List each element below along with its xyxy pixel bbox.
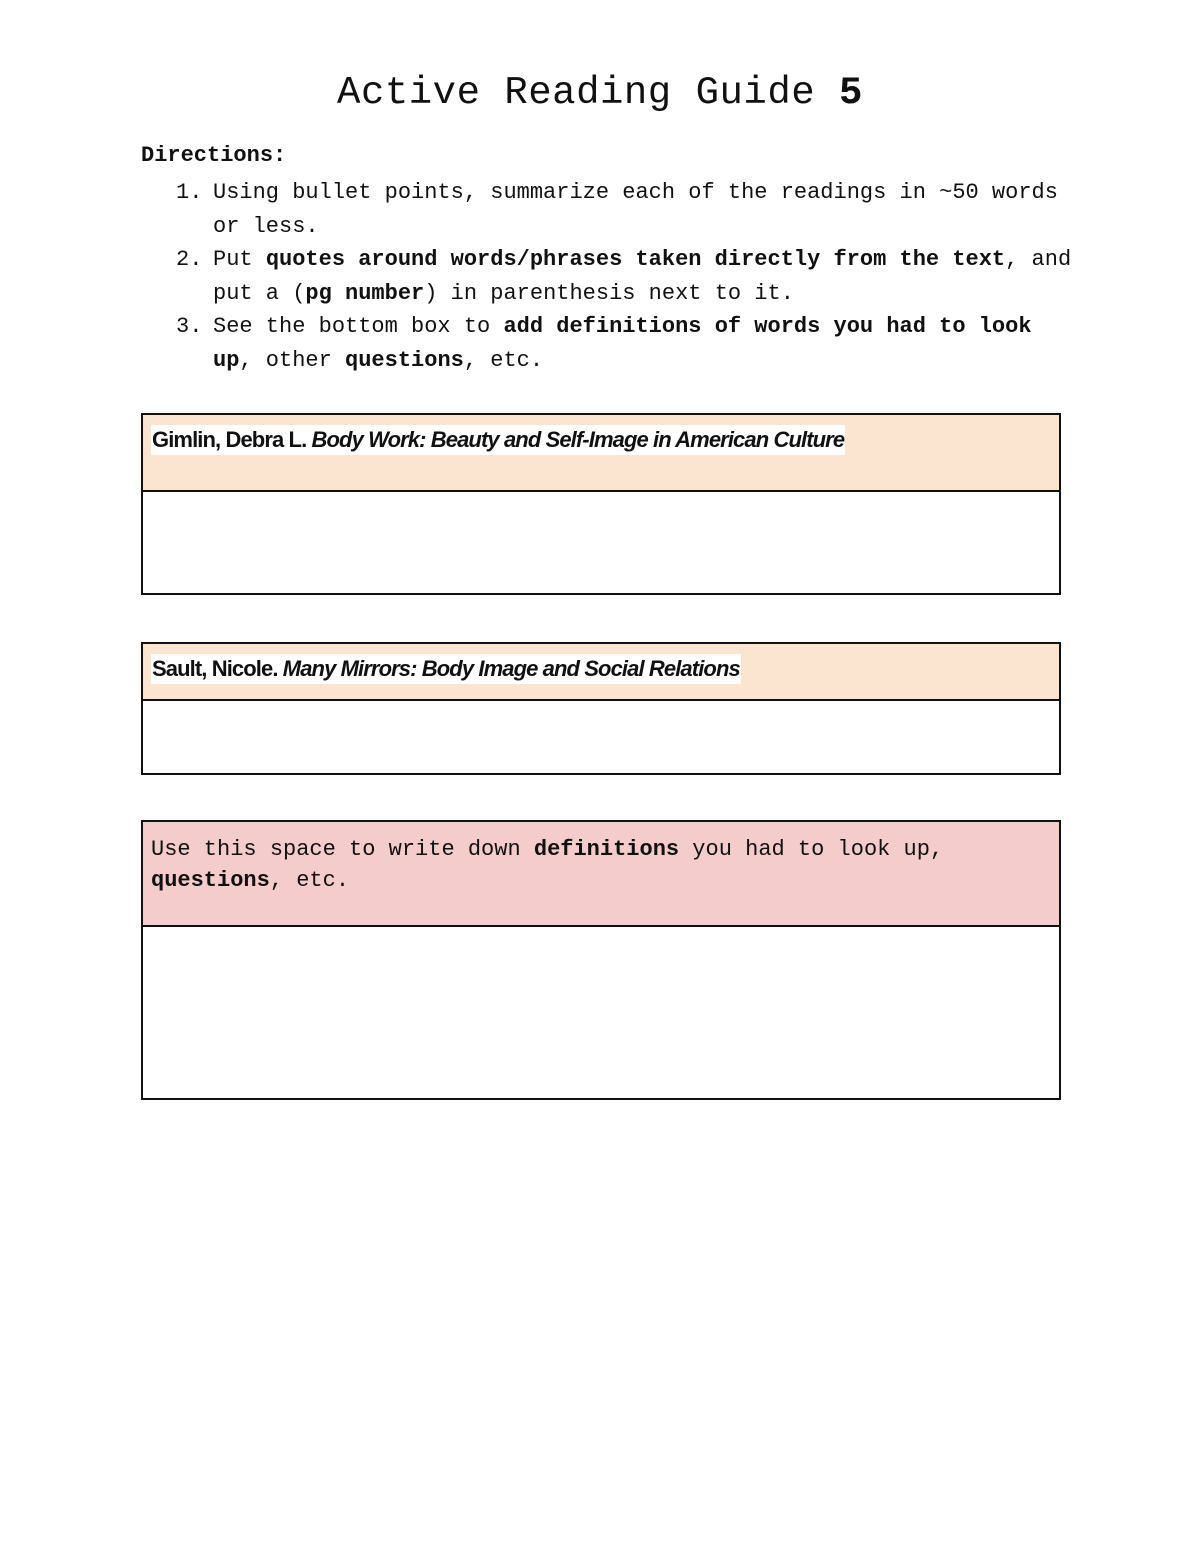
notes-prompt-text: , etc. [269,868,350,893]
notes-prompt-emphasis: questions [151,868,270,893]
reading-response-area-1[interactable] [143,492,1059,593]
direction-emphasis: questions [345,347,464,373]
direction-text: , other [239,347,346,373]
notes-prompt-emphasis: definitions [533,837,680,862]
reading-citation [151,425,845,455]
reading-header-2 [143,644,1059,701]
reading-response-area-2[interactable] [143,701,1059,773]
direction-emphasis: quotes around words/phrases taken directly from the text [265,247,1006,272]
direction-text: See the bottom box to [213,314,504,339]
reading-author: Gimlin, Debra L. [152,427,307,452]
reading-box-1 [141,413,1061,595]
direction-item-3 [141,310,1081,377]
direction-text: , and put a ( [213,247,1072,306]
direction-number: 1. [176,180,203,205]
direction-emphasis: add definitions of words you had to look up [213,314,1032,373]
direction-text: Using bullet points, summarize each of the readings in ~50 words or less. [213,180,1058,239]
page-title-text: Active Reading Guide [337,71,816,115]
notes-response-area[interactable] [143,927,1059,1098]
directions-section [141,142,1081,377]
notes-box [141,820,1061,1100]
directions-label: Directions: [141,143,287,168]
reading-work-title: Body Work: Beauty and Self-Image in American Culture [311,427,845,452]
reading-citation [151,654,741,684]
reading-box-2 [141,642,1061,775]
direction-text: , etc. [463,347,544,373]
direction-item-1 [141,176,1081,243]
directions-list [141,176,1081,377]
reading-author: Sault, Nicole. [152,656,278,681]
notes-prompt-text: Use this space to write down [151,837,534,862]
reading-header-1 [143,415,1059,492]
guide-number: 5 [839,71,863,115]
page-title [0,70,1200,116]
reading-work-title: Many Mirrors: Body Image and Social Relations [282,656,740,681]
direction-text: ) in parenthesis next to it. [424,280,794,306]
direction-text: Put [213,247,266,272]
direction-item-2 [141,243,1081,310]
notes-header [143,822,1059,927]
direction-number: 2. [176,247,203,272]
notes-prompt [151,832,1051,896]
direction-number: 3. [176,314,203,339]
direction-emphasis: pg number [305,280,425,306]
notes-prompt-text: you had to look up, [679,837,944,862]
